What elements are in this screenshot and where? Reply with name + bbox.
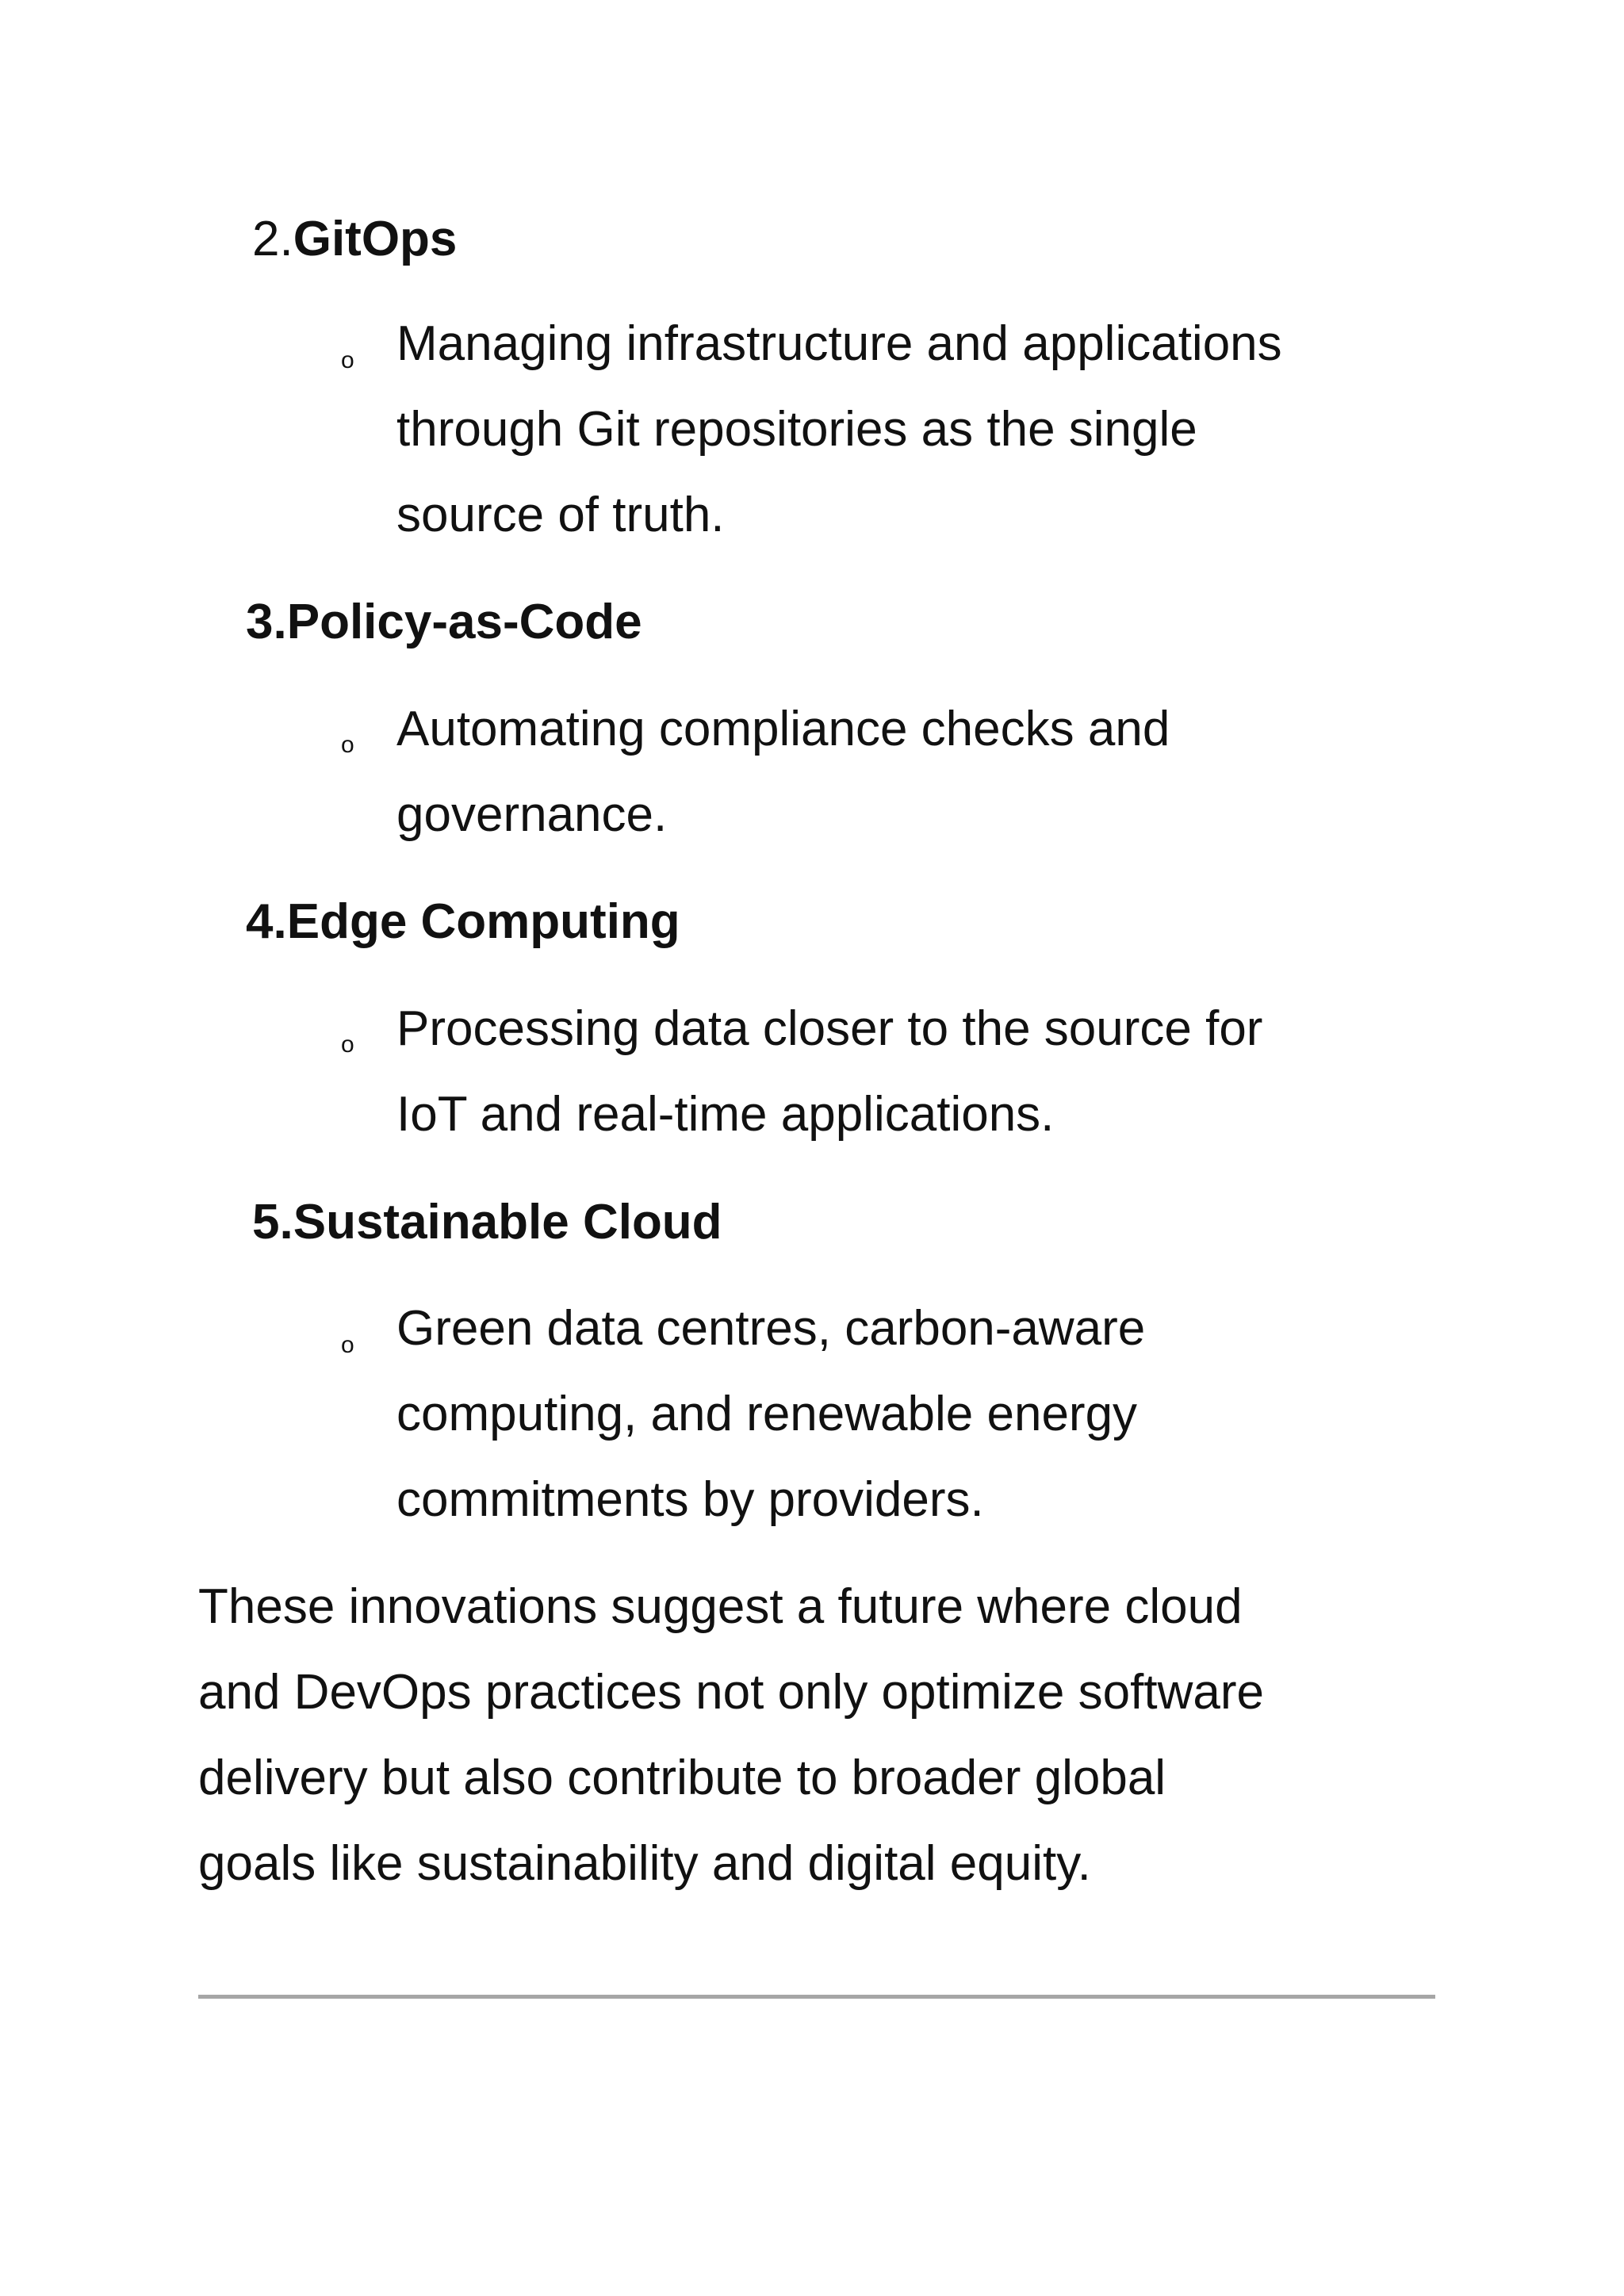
text-line: These innovations suggest a future where cloud (198, 1579, 1243, 1634)
text-line: IoT and real-time applications. (396, 1087, 1055, 1142)
section-title: Edge Computing (286, 894, 680, 949)
section-heading-sustainable-cloud (252, 1191, 722, 1254)
list-item-text (396, 687, 1443, 858)
conclusion-paragraph (198, 1564, 1467, 1907)
list-bullet: o (341, 1332, 354, 1358)
text-line: Processing data closer to the source for (396, 1001, 1263, 1056)
list-item-text (396, 301, 1443, 558)
text-line: goals like sustainability and digital equity. (198, 1836, 1091, 1891)
section-number: 5. (252, 1195, 293, 1249)
section-number: 4. (246, 894, 287, 949)
text-line: Automating compliance checks and (396, 702, 1170, 756)
text-line: Managing infrastructure and applications (396, 316, 1282, 371)
text-line: through Git repositories as the single (396, 402, 1197, 457)
section-heading-policy-as-code (246, 591, 642, 654)
section-number: 2. (252, 212, 293, 266)
text-line: computing, and renewable energy (396, 1387, 1138, 1441)
list-bullet: o (341, 1031, 354, 1058)
section-title: Sustainable Cloud (293, 1195, 722, 1249)
text-line: delivery but also contribute to broader global (198, 1751, 1166, 1805)
section-heading-gitops (252, 208, 457, 271)
list-item-text (396, 1286, 1443, 1543)
list-bullet: o (341, 732, 354, 758)
text-line: commitments by providers. (396, 1472, 984, 1527)
list-item-text (396, 986, 1443, 1158)
list-bullet: o (341, 347, 354, 373)
section-title: GitOps (293, 212, 458, 266)
text-line: source of truth. (396, 488, 725, 542)
text-line: and DevOps practices not only optimize software (198, 1665, 1264, 1720)
horizontal-divider (198, 1995, 1435, 1999)
section-heading-edge-computing (246, 890, 680, 954)
text-line: Green data centres, carbon-aware (396, 1301, 1146, 1356)
text-line: governance. (396, 787, 668, 842)
section-title: Policy-as-Code (286, 595, 642, 649)
section-number: 3. (246, 595, 287, 649)
